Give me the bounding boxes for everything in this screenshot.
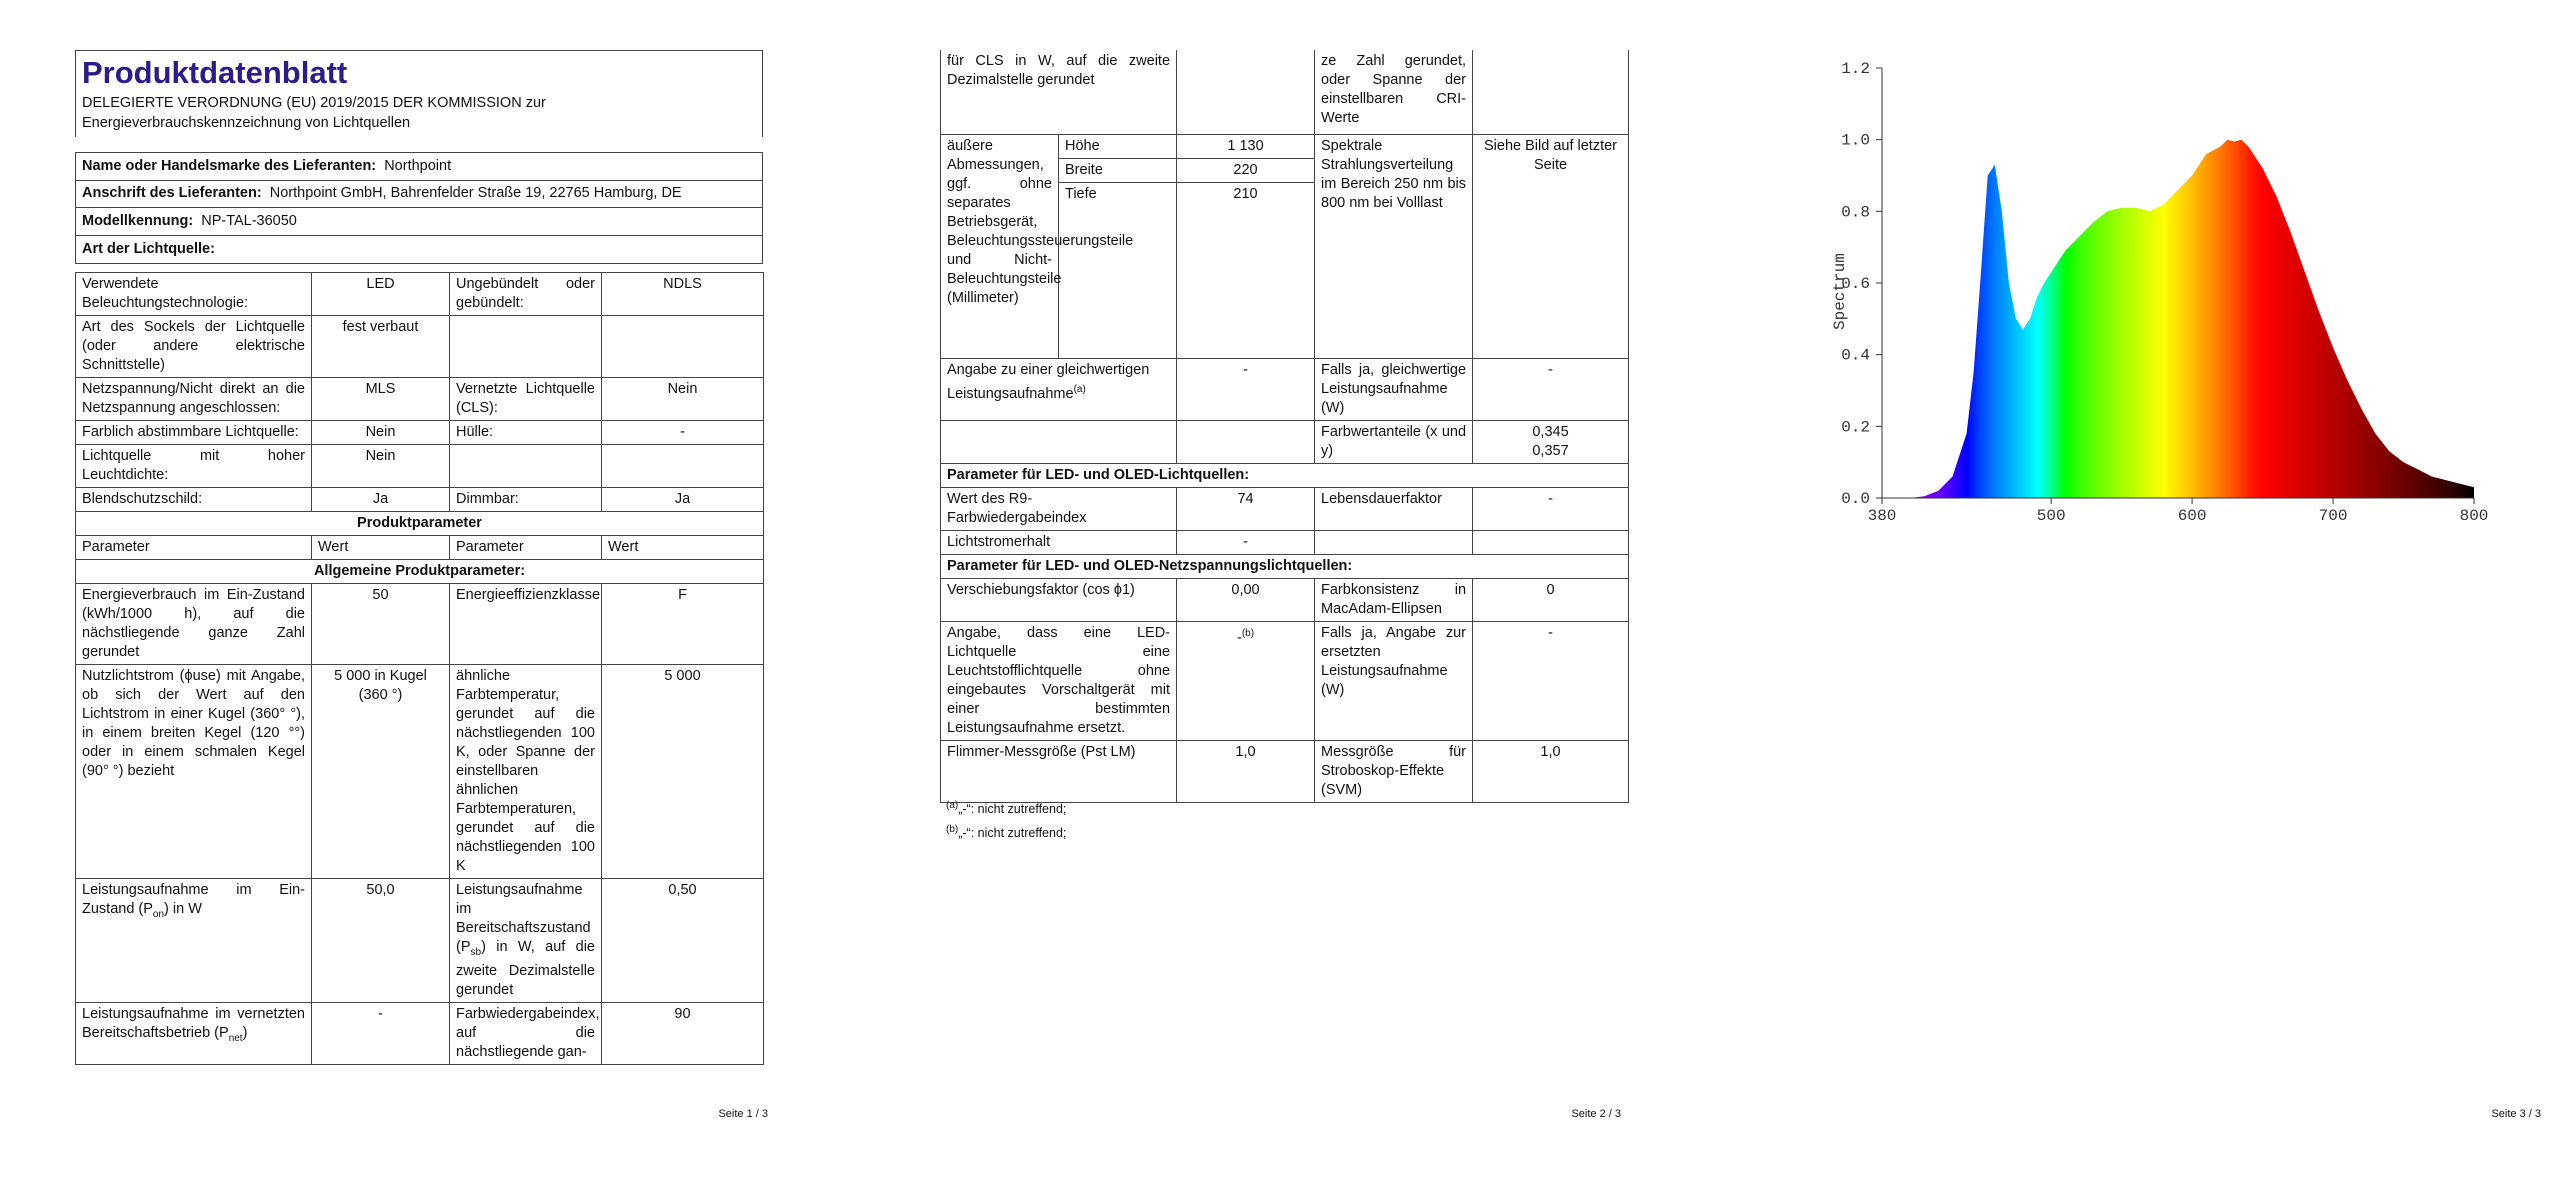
x-tick-label: 600	[2177, 507, 2207, 525]
dimension-name: Breite	[1059, 158, 1177, 182]
table-cell	[941, 420, 1177, 463]
table-cell	[602, 316, 764, 378]
spectral-label: Spektrale Strahlungsverteilung im Bereich 250 nm bis 800 nm bei Volllast	[1315, 134, 1473, 358]
table-row	[76, 1002, 764, 1064]
table-row	[76, 665, 764, 879]
y-tick-label: 0.8	[1841, 203, 1870, 222]
table-cell: -	[1473, 621, 1629, 740]
cell-text: Leistungsaufnahme im Bereitschaftszustand (P	[456, 882, 591, 955]
cell-text: ) in W, auf die zweite Dezimalstelle gerundet	[456, 939, 595, 998]
table-cell: 5 000 in Kugel (360 °)	[312, 665, 450, 879]
supplier-name-label: Name oder Handelsmarke des Lieferanten:	[82, 158, 377, 174]
table-cell: ze Zahl gerundet, oder Spanne der einstellbaren CRI-Werte	[1315, 50, 1473, 134]
table-cell: MLS	[312, 378, 450, 421]
model-label: Modellkennung:	[82, 213, 194, 229]
table-cell	[76, 879, 312, 1003]
table-row	[941, 578, 1629, 621]
section-header-row	[76, 560, 764, 584]
table-cell: ähnliche Farbtemperatur, gerundet auf die nächstliegenden 100 K, oder Spanne der einstellbaren ähnlichen Farbtemperaturen, gerundet auf die nächstliegenden 100 K	[450, 665, 602, 879]
table-cell: Verwendete Beleuchtungstechnologie:	[76, 273, 312, 316]
y-axis-label: Spectrum	[1831, 253, 1849, 330]
table-row	[76, 445, 764, 488]
cell-text: )	[242, 1024, 248, 1041]
table-cell	[450, 316, 602, 378]
cell-text: Leistungsaufnahme im vernetzten Bereitschaftsbetrieb (P	[82, 1005, 305, 1041]
x-tick-label: 500	[2036, 507, 2066, 525]
table-cell: Farbwertanteile (x und y)	[1315, 420, 1473, 463]
product-table-page-2	[940, 50, 1629, 803]
table-cell: Falls ja, Angabe zur ersetzten Leistungsaufnahme (W)	[1315, 621, 1473, 740]
table-cell: Messgröße für Stroboskop-Effekte (SVM)	[1315, 740, 1473, 802]
table-cell: Energieeffizienzklasse	[450, 584, 602, 665]
table-cell: LED	[312, 273, 450, 316]
page-number: Seite 2 / 3	[1571, 1108, 1621, 1120]
cell-text: Leistungsaufnahme im Ein-Zustand (P	[82, 882, 305, 917]
table-cell: -	[1177, 530, 1315, 554]
table-cell: Nein	[312, 421, 450, 445]
model-row	[75, 208, 763, 236]
table-row	[941, 358, 1629, 420]
table-cell: F	[602, 584, 764, 665]
table-cell: Lichtstromerhalt	[941, 530, 1177, 554]
table-row	[76, 316, 764, 378]
model-id: NP-TAL-36050	[201, 213, 297, 229]
footnote-ref: (a)	[1073, 383, 1086, 395]
table-cell: Lichtquelle mit hoher Leuchtdichte:	[76, 445, 312, 488]
table-cell: Art des Sockels der Lichtquelle (oder andere elektrische Schnittstelle)	[76, 316, 312, 378]
table-cell: -	[1473, 358, 1629, 420]
table-cell	[1315, 530, 1473, 554]
table-cell: Farbkonsistenz in MacAdam-Ellipsen	[1315, 578, 1473, 621]
footnote-mark: (a)	[946, 800, 959, 811]
footnote-b	[946, 824, 1066, 840]
table-row	[76, 421, 764, 445]
table-cell: Nein	[312, 445, 450, 488]
y-tick-label: 1.2	[1841, 60, 1870, 78]
chromaticity-y: 0,357	[1532, 442, 1569, 459]
table-cell: für CLS in W, auf die zweite Dezimalstelle gerundet	[941, 50, 1177, 134]
table-cell: 1,0	[1177, 740, 1315, 802]
y-tick-label: 0.2	[1841, 418, 1870, 437]
table-row	[941, 621, 1629, 740]
dimension-value: 1 130	[1177, 134, 1315, 158]
table-cell: 0,50	[602, 879, 764, 1003]
table-cell: Nein	[602, 378, 764, 421]
column-header: Wert	[602, 536, 764, 560]
supplier-name: Northpoint	[384, 158, 452, 174]
table-cell: -	[312, 1002, 450, 1064]
table-cell: Wert des R9-Farbwiedergabeindex	[941, 487, 1177, 530]
cell-text: -	[1236, 629, 1242, 646]
column-header-row	[76, 536, 764, 560]
section-header: Parameter für LED- und OLED-Netzspannungslichtquellen:	[941, 554, 1629, 578]
table-row	[941, 487, 1629, 530]
table-cell: 74	[1177, 487, 1315, 530]
table-cell	[450, 445, 602, 488]
table-row	[941, 420, 1629, 463]
spectrum-chart	[1706, 0, 2559, 600]
table-cell	[1177, 420, 1315, 463]
table-cell: -	[1177, 358, 1315, 420]
table-cell	[1177, 621, 1315, 740]
table-row	[76, 584, 764, 665]
table-cell: -	[1473, 487, 1629, 530]
subscript: net	[228, 1032, 243, 1044]
dimension-value: 220	[1177, 158, 1315, 182]
supplier-address: Northpoint GmbH, Bahrenfelder Straße 19, 22765 Hamburg, DE	[269, 185, 682, 201]
regulation-line-2: Energieverbrauchskennzeichnung von Lichtquellen	[82, 115, 411, 131]
table-cell: fest verbaut	[312, 316, 450, 378]
section-header: Parameter für LED- und OLED-Lichtquellen:	[941, 463, 1629, 487]
table-cell: Ja	[312, 488, 450, 512]
section-header-row	[941, 463, 1629, 487]
section-header-row	[941, 554, 1629, 578]
x-tick-label: 380	[1867, 507, 1897, 525]
supplier-name-row	[75, 152, 763, 181]
table-cell: Farblich abstimmbare Lichtquelle:	[76, 421, 312, 445]
table-cell: Falls ja, gleichwertige Leistungsaufnahme (W)	[1315, 358, 1473, 420]
table-row	[941, 50, 1629, 134]
table-cell: Blendschutzschild:	[76, 488, 312, 512]
spectrum-area	[1882, 140, 2474, 498]
datasheet-page-2	[853, 0, 1706, 1180]
cell-text: Angabe zu einer gleichwertigen Leistungsaufnahme	[947, 361, 1150, 402]
table-cell: 50,0	[312, 879, 450, 1003]
table-cell: Energieverbrauch im Ein-Zustand (kWh/1000 h), auf die nächstliegende ganze Zahl gerundet	[76, 584, 312, 665]
table-cell: 0	[1473, 578, 1629, 621]
column-header: Wert	[312, 536, 450, 560]
x-tick-label: 700	[2318, 507, 2348, 525]
section-header: Produktparameter	[76, 512, 764, 536]
table-cell	[941, 358, 1177, 420]
table-cell: 90	[602, 1002, 764, 1064]
table-cell: Angabe, dass eine LED-Lichtquelle eine Leuchtstofflichtquelle ohne eingebautes Vorschaltgerät mit einer bestimmten Leistungsaufnahme ersetzt.	[941, 621, 1177, 740]
y-tick-label: 0.6	[1841, 275, 1870, 293]
cell-text: ) in W	[164, 901, 202, 917]
section-header-row	[76, 512, 764, 536]
table-cell: -	[602, 421, 764, 445]
column-header: Parameter	[76, 536, 312, 560]
dimension-name: Höhe	[1059, 134, 1177, 158]
dimensions-label: äußere Abmessungen, ggf. ohne separates Betriebsgerät, Beleuchtungssteuerungsteile und Nicht-Beleuchtungsteile (Millimeter)	[941, 134, 1059, 358]
table-cell: Verschiebungsfaktor (cos ϕ1)	[941, 578, 1177, 621]
title-box	[75, 50, 763, 137]
table-cell: Hülle:	[450, 421, 602, 445]
table-row	[76, 273, 764, 316]
table-cell	[1473, 530, 1629, 554]
footnote-text: „-“: nicht zutreffend;	[958, 826, 1067, 841]
light-source-type-row	[75, 236, 763, 264]
table-cell: Netzspannung/Nicht direkt an die Netzspannung angeschlossen:	[76, 378, 312, 421]
table-row	[76, 488, 764, 512]
footnote-a	[946, 800, 1066, 816]
table-cell: 5 000	[602, 665, 764, 879]
table-cell: Dimmbar:	[450, 488, 602, 512]
table-cell: NDLS	[602, 273, 764, 316]
spectral-value: Siehe Bild auf letzter Seite	[1473, 134, 1629, 358]
table-row	[76, 378, 764, 421]
table-cell: Vernetzte Lichtquelle (CLS):	[450, 378, 602, 421]
table-cell: 50	[312, 584, 450, 665]
page-title: Produktdatenblatt	[82, 55, 348, 90]
y-tick-label: 1.0	[1841, 131, 1870, 150]
table-cell: Farbwiedergabeindex, auf die nächstliegende gan-	[450, 1002, 602, 1064]
table-cell	[1473, 50, 1629, 134]
dimension-name: Tiefe	[1059, 182, 1177, 358]
chromaticity-x: 0,345	[1532, 423, 1569, 440]
footnote-ref: (b)	[1241, 627, 1255, 639]
table-row	[941, 530, 1629, 554]
datasheet-page-3	[1706, 0, 2559, 1180]
table-row	[941, 134, 1629, 158]
dimension-value: 210	[1177, 182, 1315, 358]
supplier-address-label: Anschrift des Lieferanten:	[82, 185, 262, 201]
table-cell: Flimmer-Messgröße (Pst LM)	[941, 740, 1177, 802]
page-number: Seite 3 / 3	[2491, 1108, 2541, 1120]
table-cell	[602, 445, 764, 488]
plot-area	[1882, 139, 2475, 498]
table-cell: Ungebündelt oder gebündelt:	[450, 273, 602, 316]
table-cell: Ja	[602, 488, 764, 512]
product-table-page-1	[75, 272, 764, 1065]
y-tick-label: 0.0	[1841, 490, 1870, 508]
footnote-text: „-“: nicht zutreffend;	[958, 802, 1067, 817]
table-row	[76, 879, 764, 1003]
supplier-address-row	[75, 180, 763, 208]
section-header: Allgemeine Produktparameter:	[76, 560, 764, 584]
table-cell	[450, 879, 602, 1003]
table-cell	[1177, 50, 1315, 134]
y-tick-label: 0.4	[1841, 346, 1870, 365]
table-cell	[76, 1002, 312, 1064]
page-number: Seite 1 / 3	[718, 1108, 768, 1120]
column-header: Parameter	[450, 536, 602, 560]
subscript: sb	[470, 946, 482, 958]
table-cell: 0,00	[1177, 578, 1315, 621]
footnote-mark: (b)	[946, 824, 959, 835]
table-cell: Lebensdauerfaktor	[1315, 487, 1473, 530]
subscript: on	[152, 908, 165, 920]
table-cell: Nutzlichtstrom (ϕuse) mit Angabe, ob sich der Wert auf den Lichtstrom in einer Kugel (360° °), in einem breiten Kegel (120 °°) oder in einem schmalen Kegel (90° °) bezieht	[76, 665, 312, 879]
light-source-type-label: Art der Lichtquelle:	[82, 241, 215, 257]
datasheet-page-1	[0, 0, 853, 1180]
table-cell	[1473, 420, 1629, 463]
table-row	[941, 740, 1629, 802]
x-tick-label: 800	[2459, 507, 2489, 525]
table-cell: 1,0	[1473, 740, 1629, 802]
regulation-line-1: DELEGIERTE VERORDNUNG (EU) 2019/2015 DER KOMMISSION zur	[82, 95, 546, 111]
